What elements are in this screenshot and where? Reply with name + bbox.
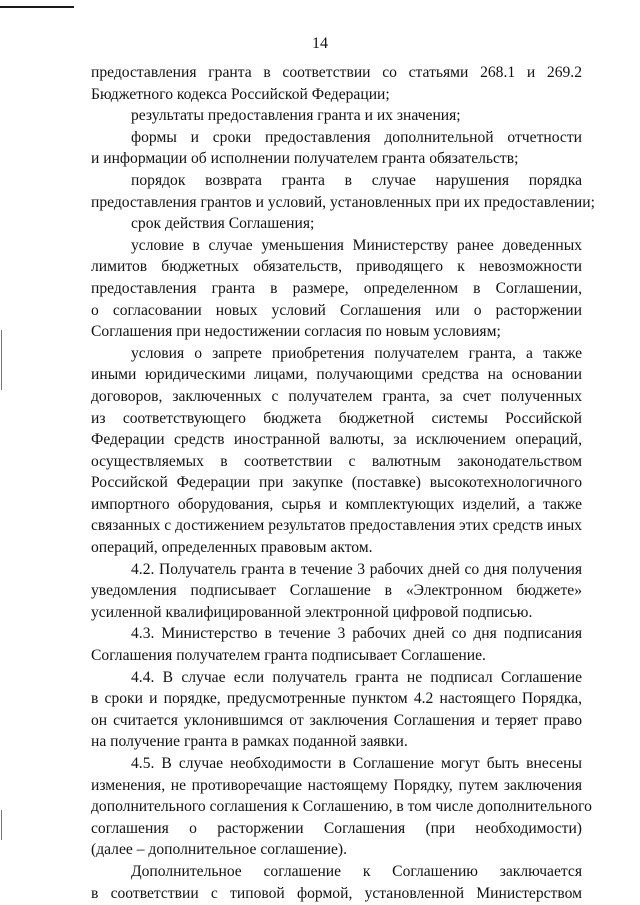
text-line: условие в случае уменьшения Министерству ранее доведенных [131,236,582,254]
text-line: на получение гранта в рамках поданной заявки. [91,733,408,751]
text-line: порядок возврата гранта в случае нарушения порядка [131,171,582,189]
text-line: результаты предоставления гранта и их значения; [131,107,461,125]
top-rule [0,6,74,8]
text-line: в сроки и порядке, предусмотренные пунктом 4.2 настоящего Порядка, [91,690,582,708]
text-line: Соглашения при недостижении согласия по новым условиям; [91,323,501,341]
text-line: связанных с достижением результатов предоставления этих средств иных [91,517,582,535]
text-line: из соответствующего бюджета бюджетной системы Российской [91,409,582,427]
text-line: 4.4. В случае если получатель гранта не подписал Соглашение [131,668,582,686]
text-line: Российской Федерации при закупке (поставке) высокотехнологичного [91,474,582,492]
text-line: (далее – дополнительное соглашение). [91,841,347,859]
text-line: дополнительного соглашения к Соглашению, в том числе дополнительного [91,798,592,816]
text-line: 4.2. Получатель гранта в течение 3 рабочих дней со дня получения [131,560,582,578]
scan-edge-mark [1,330,2,390]
text-line: соглашения о расторжении Соглашения (при необходимости) [91,819,582,837]
text-line: о согласовании новых условий Соглашения или о расторжении [91,301,582,319]
text-line: он считается уклонившимся от заключения Соглашения и теряет право [91,711,582,729]
text-line: Бюджетного кодекса Российской Федерации; [91,85,390,103]
text-line: предоставления грантов и условий, установленных при их предоставлении; [91,193,595,211]
page-number: 14 [312,35,328,52]
text-line: договоров, заключенных с получателем гранта, за счет полученных [91,387,582,405]
text-line: уведомления подписывает Соглашение в «Электронном бюджете» [91,582,582,600]
text-line: усиленной квалифицированной электронной цифровой подписью. [91,603,533,621]
text-line: и информации об исполнении получателем гранта обязательств; [91,150,519,168]
document-body [91,62,595,904]
text-line: предоставления гранта в размере, определенном в Соглашении, [91,279,582,297]
text-line: 4.5. В случае необходимости в Соглашение могут быть внесены [131,755,582,772]
text-line: импортного оборудования, сырья и комплектующих изделий, а также [91,495,582,513]
text-line: Дополнительное соглашение к Соглашению заключается [131,862,582,880]
text-line: в соответствии с типовой формой, установленной Министерством [91,884,582,902]
text-line: формы и сроки предоставления дополнительной отчетности [131,128,582,146]
text-line: срок действия Соглашения; [131,215,315,233]
text-line: изменения, не противоречащие настоящему Порядку, путем заключения [91,776,582,794]
text-line: Федерации средств иностранной валюты, за исключением операций, [91,431,582,449]
text-line: условия о запрете приобретения получателем гранта, а также [131,344,582,362]
scan-edge-mark [1,810,2,840]
text-line: осуществляемых в соответствии с валютным законодательством [91,452,582,470]
text-line: лимитов бюджетных обязательств, приводящего к невозможности [91,258,582,276]
text-line: Соглашения получателем гранта подписывает Соглашение. [91,647,486,665]
text-line: иными юридическими лицами, получающими средства на основании [91,366,582,384]
text-line: операций, определенных правовым актом. [91,539,373,557]
text-line: предоставления гранта в соответствии со статьями 268.1 и 269.2 [91,64,582,81]
text-line: 4.3. Министерство в течение 3 рабочих дней со дня подписания [131,625,582,643]
